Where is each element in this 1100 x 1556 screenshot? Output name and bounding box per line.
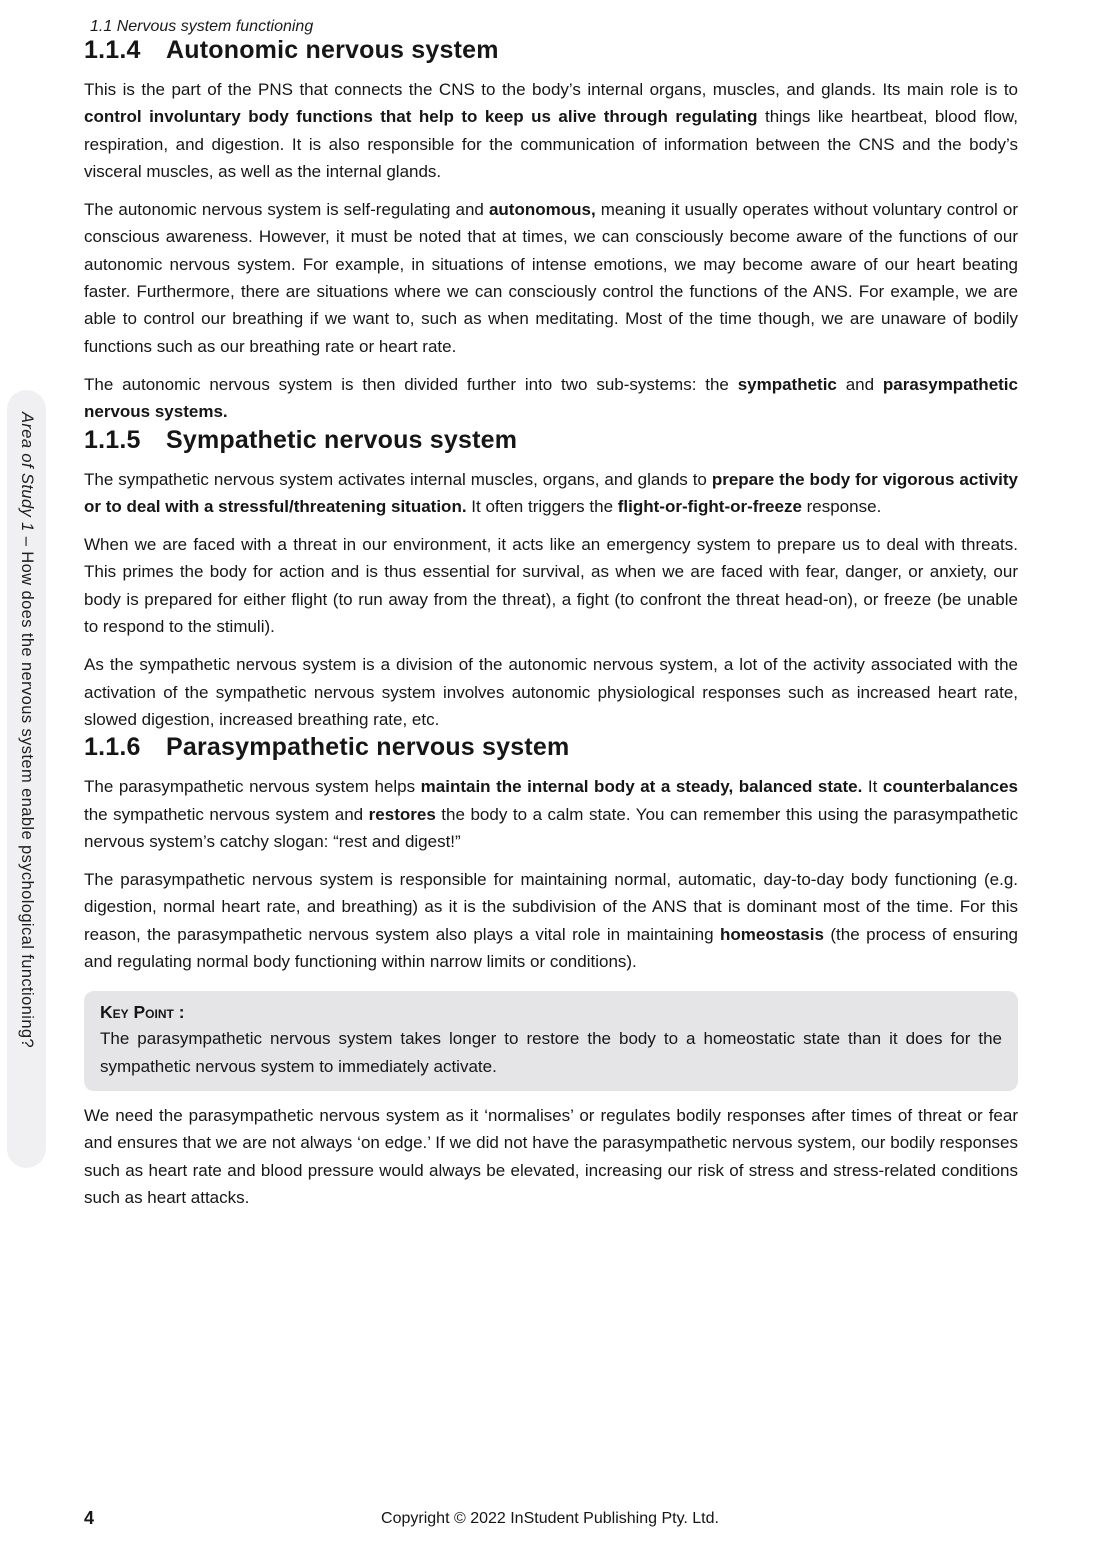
section-title: Sympathetic nervous system: [166, 425, 518, 454]
section-parasympathetic-nervous-system: [84, 733, 1018, 1211]
section-title: Autonomic nervous system: [166, 36, 499, 64]
paragraph: We need the parasympathetic nervous system as it ‘normalises’ or regulates bodily responses after times of threat or fear and ensures that we are not always ‘on edge.’ If we did not have the parasympathetic nervous system, our bodily responses such as heart rate and blood pressure would always be elevated, increasing our risk of stress and stress-related conditions such as heart attacks.: [84, 1105, 1018, 1207]
section-autonomic-nervous-system: [84, 36, 1018, 426]
area-of-study-label: [17, 412, 36, 1168]
area-of-study-question: – How does the nervous system enable psychological functioning?: [18, 531, 36, 1049]
paragraph: The autonomic nervous system is self-regulating and autonomous, meaning it usually operates without voluntary control or conscious awareness. However, it must be noted that at times, we can consciously become aware of the functions of our autonomic nervous system. For example, in situations of intense emotions, we may become aware of our heart beating faster. Furthermore, there are situations where we can consciously control the functions of the ANS. For example, we are able to control our breathing if we want to, such as when meditating. Most of the time though, we are unaware of bodily functions such as our breathing rate or heart rate.: [84, 200, 1018, 356]
section-title: Parasympathetic nervous system: [166, 733, 570, 762]
page-content: [84, 14, 1018, 1211]
sidebar-tab: [7, 390, 46, 1168]
section-number: 1.1.4: [84, 36, 141, 64]
section-heading: [84, 426, 1018, 455]
section-heading: [84, 36, 1018, 65]
section-number: 1.1.6: [84, 733, 141, 762]
paragraph: The sympathetic nervous system activates internal muscles, organs, and glands to prepare the body for vigorous activity or to deal with a stressful/threatening situation. It often triggers the flight-or-fight-or-freeze response.: [84, 469, 1018, 516]
paragraph: The parasympathetic nervous system helps maintain the internal body at a steady, balanced state. It counterbalances the sympathetic nervous system and restores the body to a calm state. You can remember this using the parasympathetic nervous system’s catchy slogan: “rest and digest!”: [84, 777, 1018, 851]
paragraph: As the sympathetic nervous system is a division of the autonomic nervous system, a lot of the activity associated with the activation of the sympathetic nervous system involves autonomic physiological responses such as increased heart rate, slowed digestion, increased breathing rate, etc.: [84, 655, 1018, 729]
key-point-box: [84, 991, 1018, 1091]
section-sympathetic-nervous-system: [84, 426, 1018, 734]
key-point-text: The parasympathetic nervous system takes longer to restore the body to a homeostatic state than it does for the sympathetic nervous system to immediately activate.: [100, 1029, 1002, 1076]
paragraph: This is the part of the PNS that connects the CNS to the body’s internal organs, muscles, and glands. Its main role is to control involuntary body functions that help to keep us alive through regulating things like heartbeat, blood flow, respiration, and digestion. It is also responsible for the communication of information between the CNS and the body’s visceral muscles, as well as the internal glands.: [84, 80, 1018, 181]
section-heading: [84, 733, 1018, 762]
key-point-label: Key Point :: [100, 1002, 185, 1023]
paragraph: When we are faced with a threat in our environment, it acts like an emergency system to prepare us to deal with threats. This primes the body for action and is thus essential for survival, as when we are faced with fear, danger, or anxiety, our body is prepared for either flight (to run away from the threat), a fight (to confront the threat head-on), or freeze (be unable to respond to the stimuli).: [84, 535, 1018, 637]
page-number: 4: [84, 1508, 95, 1528]
paragraph: The autonomic nervous system is then divided further into two sub-systems: the sympathetic and parasympathetic nervous systems.: [84, 374, 1018, 422]
area-of-study-course: Area of Study 1: [18, 412, 36, 532]
copyright-text: Copyright © 2022 InStudent Publishing Pty. Ltd.: [381, 1510, 719, 1527]
paragraph: The parasympathetic nervous system is responsible for maintaining normal, automatic, day-to-day body functioning (e.g. digestion, normal heart rate, and breathing) as it is the subdivision of the ANS that is dominant most of the time. For this reason, the parasympathetic nervous system also plays a vital role in maintaining homeostasis (the process of ensuring and regulating normal body functioning within narrow limits or conditions).: [84, 870, 1018, 972]
running-header: 1.1 Nervous system functioning: [90, 18, 314, 35]
page-footer: [84, 1506, 1016, 1536]
section-number: 1.1.5: [84, 425, 141, 454]
